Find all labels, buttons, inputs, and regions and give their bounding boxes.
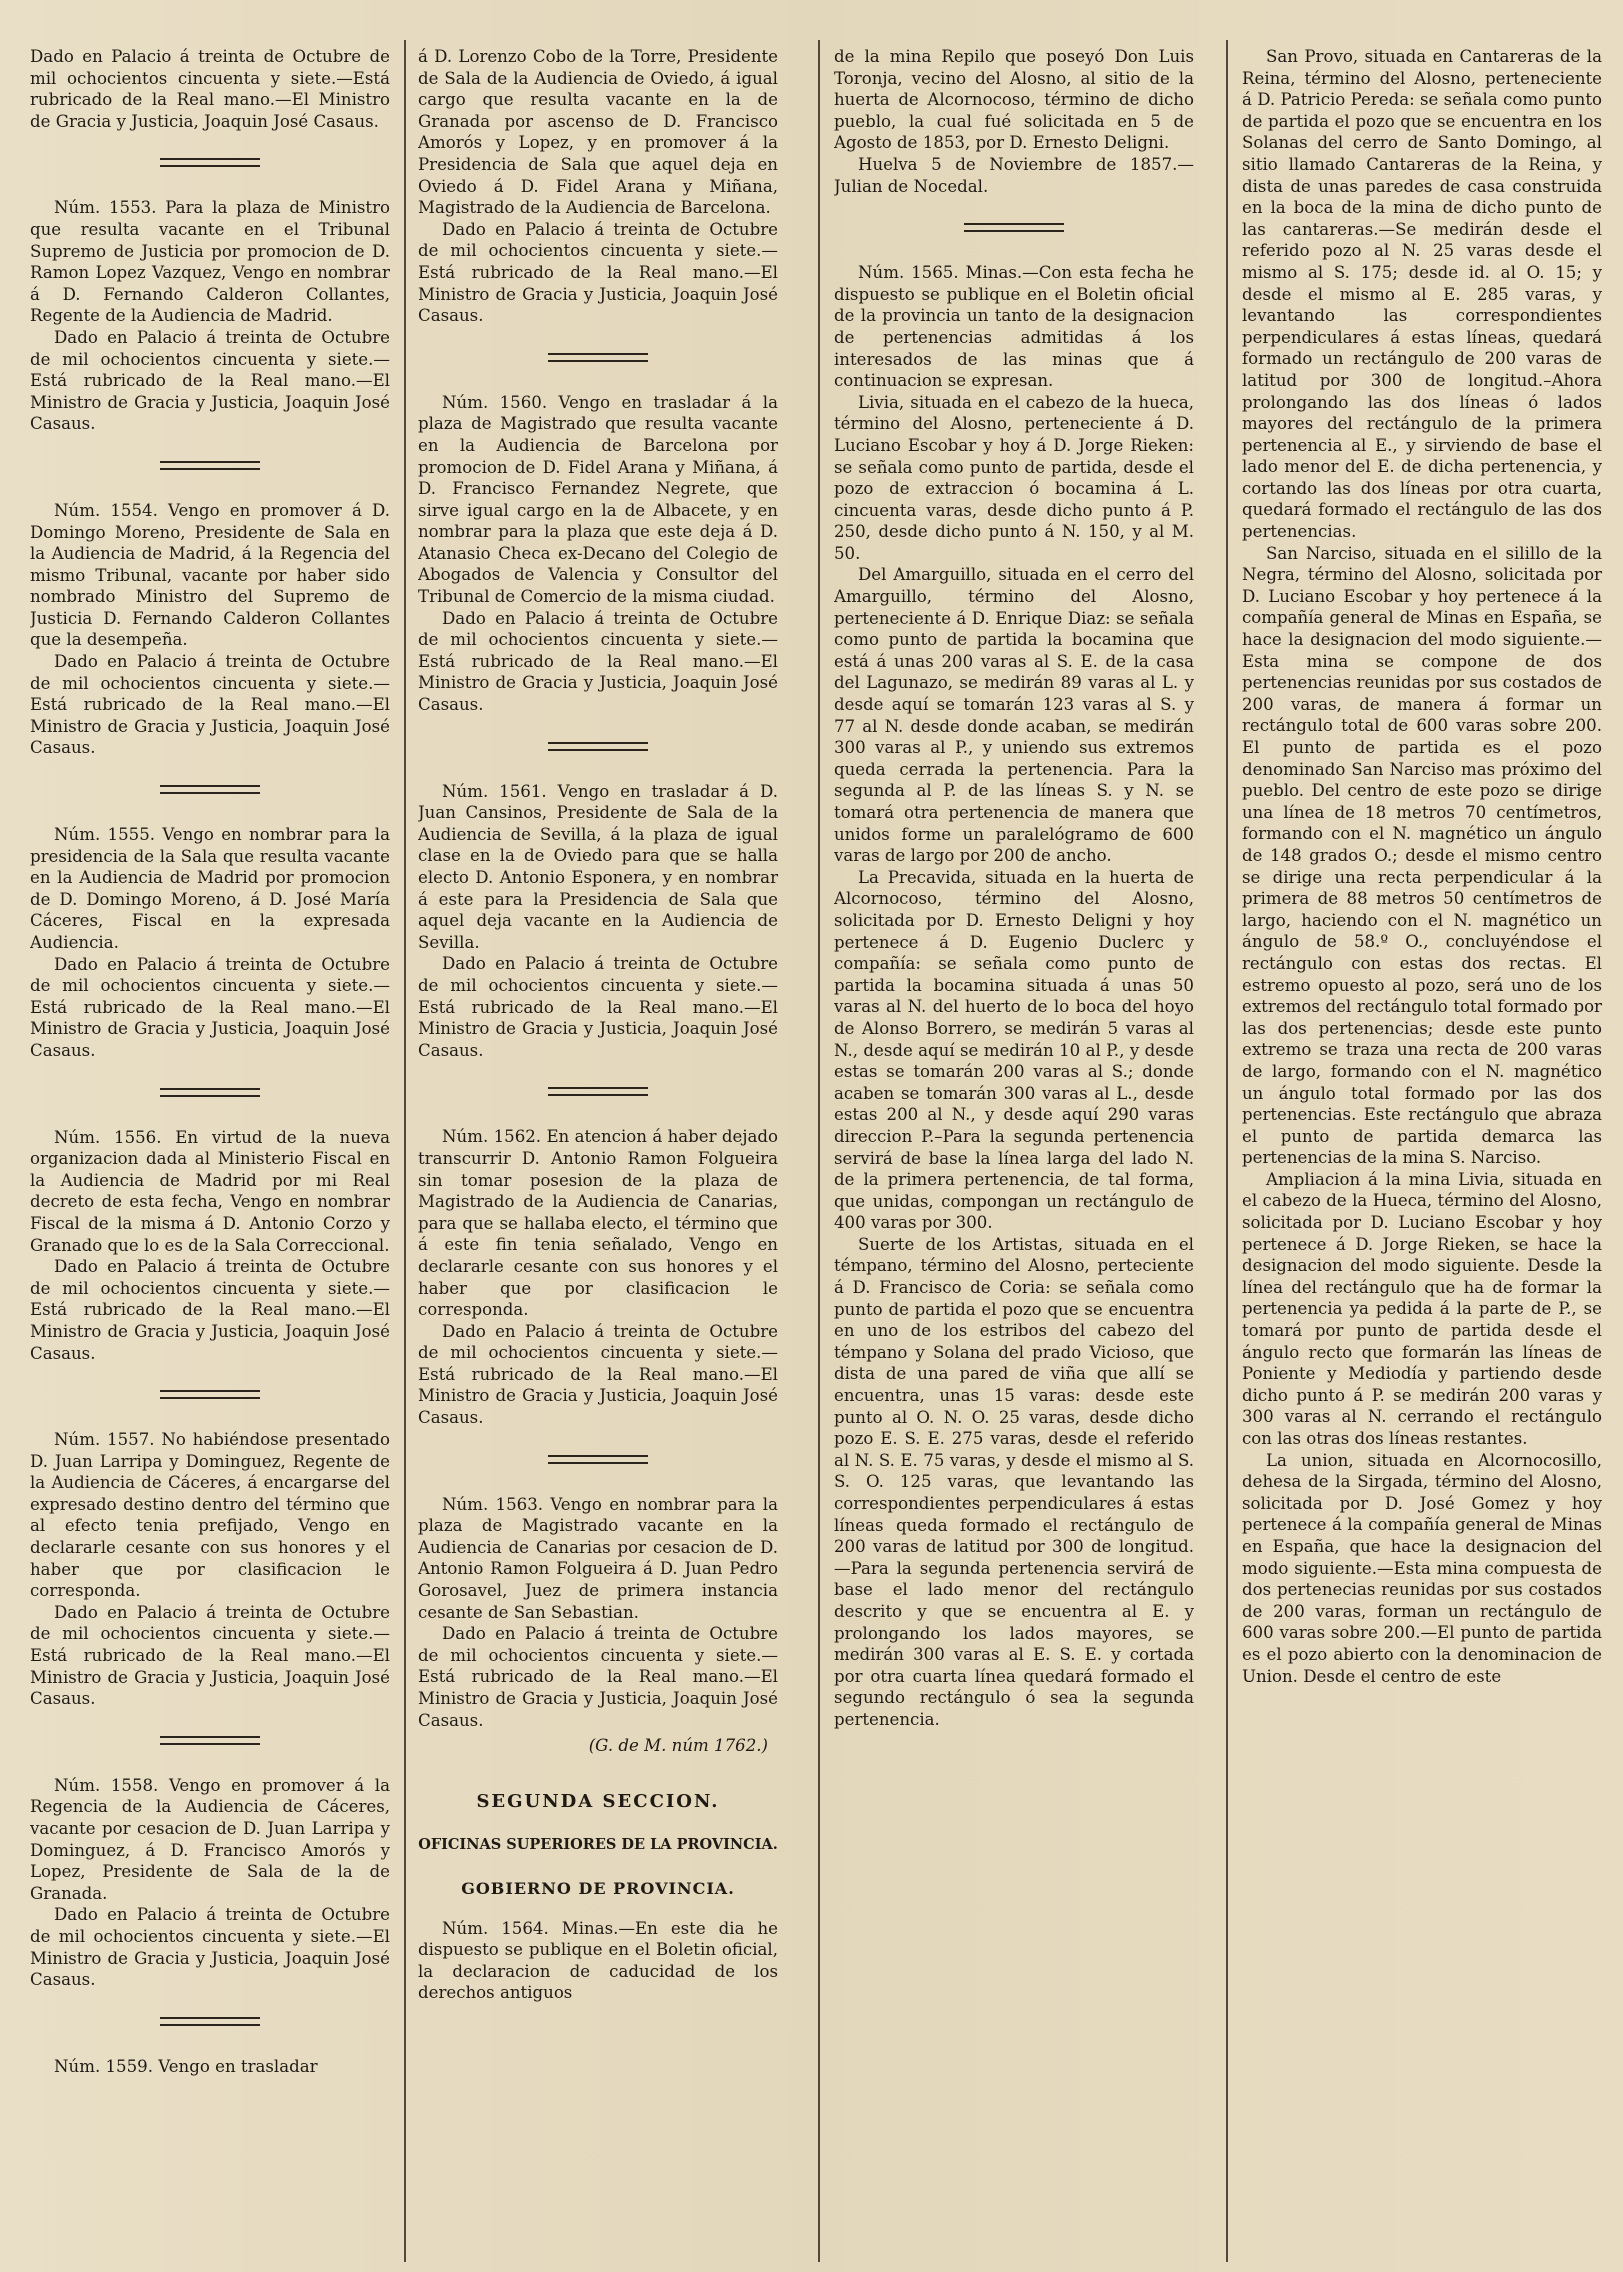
paragraph: San Provo, situada en Cantareras de la Reina, término del Alosno, perteneciente á D. Patricio Pereda: se señala como punto de partida el pozo que se encuentra en los Solanas del cerro de Santo Domingo, al sitio llamado Cantareras de la Reina, y dista de unas paredes de casa construida en la boca de la mina de dicho punto de las cantareras.—Se medirán desde el referido pozo al N. 25 varas desde el mismo al S. 175; desde id. al O. 15; y desde el mismo al E. 285 varas, y levantando las correspondientes perpendiculares á estas líneas, quedará formado un rectángulo de 200 varas de latitud por 300 de longitud.–Ahora prolongando las dos líneas ó lados mayores del rectángulo de la primera pertenencia al E., y sirviendo de base el lado menor del E. de dicha pertenencia, y cortando las dos líneas por otra cuarta, quedará formado el rectángulo de las dos pertenencias. (1242, 47, 1602, 542)
paragraph: La union, situada en Alcornocosillo, dehesa de la Sirgada, término del Alosno, solicitada por D. José Gomez y hoy pertenece á la compañía general de Minas en España, que hace la designacion del modo siguiente.—Esta mina compuesta de dos pertenecias reunidas por sus costados de 200 varas, forman un rectángulo de 600 varas sobre 200.—El punto de partida es el pozo abierto con la denominacion de Union. Desde el centro de este (1242, 1450, 1602, 1686)
paragraph: Dado en Palacio á treinta de Octubre de mil ochocientos cincuenta y siete.—Está rubricado de la Real mano.—El Ministro de Gracia y Justicia, Joaquin José Casaus. (30, 954, 390, 1060)
paragraph: Ampliacion á la mina Livia, situada en el cabezo de la Hueca, término del Alosno, solicitada por D. Luciano Escobar y hoy pertenece á D. Jorge Rieken, se hace la designacion del modo siguiente. Desde la línea del rectángulo que ha de formar la pertenencia ya pedida á la parte de P., se tomará por punto de partida desde el ángulo recto que formarán las líneas de Poniente y Mediodía y partiendo desde dicho punto á P. se medirán 200 varas y 300 varas al N. cerrando el rectángulo con las otras dos líneas restantes. (1242, 1169, 1602, 1448)
paragraph: Huelva 5 de Noviembre de 1857.—Julian de Nocedal. (834, 154, 1194, 196)
paragraph: Dado en Palacio á treinta de Octubre de mil ochocientos cincuenta y siete.—Está rubricado de la Real mano.—El Ministro de Gracia y Justicia, Joaquin José Casaus. (30, 1257, 390, 1363)
source-reference: (G. de M. núm 1762.) (588, 1736, 768, 1756)
section-heading: SEGUNDA SECCION. (476, 1790, 720, 1812)
paragraph: Núm. 1560. Vengo en trasladar á la plaza de Magistrado que resulta vacante en la Audiencia de Barcelona por promocion de D. Fidel Arana y Miñana, á D. Francisco Fernandez Negrete, que sirve igual cargo en la de Albacete, y en nombrar para la plaza que este deja á D. Atanasio Checa ex-Decano del Colegio de Abogados de Valencia y Consultor del Tribunal de Comercio de la misma ciudad. (418, 392, 778, 607)
paragraph: Núm. 1553. Para la plaza de Ministro que resulta vacante en el Tribunal Supremo de Justicia por promocion de D. Ramon Lopez Vazquez, Vengo en nombrar á D. Fernando Calderon Collantes, Regente de la Audiencia de Madrid. (30, 198, 390, 326)
column-rule (1226, 40, 1228, 2262)
text-column-3 (834, 46, 1194, 2252)
paragraph: Dado en Palacio á treinta de Octubre de mil ochocientos cincuenta y siete.—Está rubricado de la Real mano.—El Ministro de Gracia y Justicia, Joaquin José Casaus. (30, 47, 390, 131)
section-separator (548, 1455, 648, 1464)
text-column-1 (30, 46, 390, 2252)
column-rule (404, 40, 406, 2262)
section-subheading: OFICINAS SUPERIORES DE LA PROVINCIA. (418, 1836, 778, 1854)
paragraph: San Narciso, situada en el silillo de la Negra, término del Alosno, solicitada por D. Luciano Escobar y hoy pertenece á la compañía general de Minas en España, se hace la designacion del modo siguiente.—Esta mina se compone de dos pertenencias reunidas por sus costados de 200 varas, de manera á formar un rectángulo total de 600 varas sobre 200. El punto de partida es el pozo denominado San Narciso mas próximo del pueblo. Del centro de este pozo se dirige una línea de 18 metros 70 centímetros, formando con el N. magnético un ángulo de 148 grados O.; desde el mismo centro se dirige una recta perpendicular á la primera de 88 metros 50 centímetros de largo, haciendo con el N. magnético un ángulo de 58.º O., concluyéndose el rectángulo con estas dos rectas. El estremo opuesto al pozo, será uno de los extremos del rectángulo total formado por las dos pertenencias; desde este punto extremo se traza una recta de 200 varas de largo, formando con el N. magnético un ángulo total formado por las dos pertenencias. Este rectángulo que abraza el punto de partida demarca las pertenencias de la mina S. Narciso. (1242, 543, 1602, 1168)
section-separator (548, 742, 648, 751)
paragraph: Núm. 1563. Vengo en nombrar para la plaza de Magistrado vacante en la Audiencia de Canarias por cesacion de D. Antonio Ramon Folgueira á D. Juan Pedro Gorosavel, Juez de primera instancia cesante de San Sebastian. (418, 1494, 778, 1622)
section-separator (160, 785, 260, 794)
section-separator (160, 1736, 260, 1745)
section-separator (160, 158, 260, 167)
section-separator (160, 2017, 260, 2026)
paragraph: Suerte de los Artistas, situada en el témpano, término del Alosno, perteciente á D. Francisco de Coria: se señala como punto de partida el pozo que se encuentra en uno de los estribos del cabezo del témpano y Solana del prado Vicioso, que dista de una pared de viña que allí se encuentra, unas 15 varas: desde este punto al O. N. O. 25 varas, desde dicho pozo E. S. E. 275 varas, desde el referido al N. S. E. 75 varas, y desde el mismo al S. S. O. 125 varas, que levantando las correspondientes perpendiculares á estas líneas queda formado el rectángulo de 200 varas de latitud por 300 de longitud.—Para la segunda pertenencia servirá de base el lado menor del rectángulo descrito y que se encuentra al E. y prolongando los lados mayores, se medirán 300 varas al E. S. E. y cortada por otra cuarta línea quedará formado el segundo rectángulo ó sea la segunda pertenencia. (834, 1234, 1194, 1729)
paragraph: Núm. 1555. Vengo en nombrar para la presidencia de la Sala que resulta vacante en la Audiencia de Madrid por promocion de D. Domingo Moreno, á D. José María Cáceres, Fiscal en la expresada Audiencia. (30, 825, 390, 952)
section-separator (548, 1087, 648, 1096)
paragraph: Dado en Palacio á treinta de Octubre de mil ochocientos cincuenta y siete.—Está rubricado de la Real mano.—El Ministro de Gracia y Justicia, Joaquin José Casaus. (30, 327, 390, 434)
paragraph: Del Amarguillo, situada en el cerro del Amarguillo, término del Alosno, perteneciente á D. Enrique Diaz: se señala como punto de partida la bocamina que está á unas 200 varas al S. E. de la casa del Lagunazo, se medirán 89 varas al L. y desde aquí se tomarán 123 varas al S. y 77 al N. desde donde acaban, se medirán 300 varas al P., y uniendo sus extremos queda cerrada la pertenencia. Para la segunda al P. de las líneas S. y N. se tomará otra pertenencia de manera que unidos forme un paralelógramo de 600 varas de largo por 200 de ancho. (834, 565, 1194, 866)
paragraph: Núm. 1557. No habiéndose presentado D. Juan Larripa y Dominguez, Regente de la Audiencia de Cáceres, á encargarse del expresado destino dentro del término que al efecto tenia prefijado, Vengo en declararle cesante con sus honores y el haber que por clasificacion le corresponda. (30, 1430, 390, 1601)
paragraph: Núm. 1554. Vengo en promover á D. Domingo Moreno, Presidente de Sala en la Audiencia de Madrid, á la Regencia del mismo Tribunal, vacante por haber sido nombrado Ministro del Supremo de Justicia D. Fernando Calderon Collantes que la desempeña. (30, 500, 390, 650)
section-separator (160, 1390, 260, 1399)
section-separator (160, 461, 260, 470)
paragraph: Dado en Palacio á treinta de Octubre de mil ochocientos cincuenta y siete.—Está rubricado de la Real mano.—El Ministro de Gracia y Justicia, Joaquin José Casaus. (30, 652, 390, 758)
paragraph: La Precavida, situada en la huerta de Alcornocoso, término del Alosno, solicitada por D. Ernesto Deligni y hoy pertenece á D. Eugenio Duclerc y compañía: se señala como punto de partida la bocamina situada á unas 50 varas al N. del huerto de lo boca del hoyo de Alonso Borrero, se medirán 5 varas al N., desde aquí se medirán 10 al P., y desde estas se tomarán 200 varas al S.; donde acaben se tomarán 300 varas al L., desde estas 200 al N., y desde aquí 290 varas direccion P.–Para la segunda pertenencia servirá de base la línea larga del lado N. de la primera pertenencia, de tal forma, que unidas, compongan un rectángulo de 400 varas por 300. (834, 867, 1194, 1233)
office-heading: GOBIERNO DE PROVINCIA. (461, 1878, 735, 1898)
column-rule (818, 40, 820, 2262)
text-column-4 (1242, 46, 1602, 2252)
paragraph: Núm. 1561. Vengo en trasladar á D. Juan Cansinos, Presidente de Sala de la Audiencia de Sevilla, á la plaza de igual clase en la de Oviedo para que se halla electo D. Antonio Esponera, y en nombrar á este para la Presidencia de Sala que aquel deja vacante en la Audiencia de Sevilla. (418, 781, 778, 952)
paragraph: Livia, situada en el cabezo de la hueca, término del Alosno, perteneciente á D. Luciano Escobar y hoy á D. Jorge Rieken: se señala como punto de partida, desde el pozo de extraccion ó bocamina á L. cincuenta varas, desde dicho punto á P. 250, desde dicho punto á N. 150, y al M. 50. (834, 392, 1194, 563)
text-column-2 (418, 46, 778, 2252)
paragraph: Dado en Palacio á treinta de Octubre de mil ochocientos cincuenta y siete.—Está rubricado de la Real mano.—El Ministro de Gracia y Justicia, Joaquin José Casaus. (418, 1321, 778, 1428)
section-separator (548, 353, 648, 362)
paragraph: Núm. 1558. Vengo en promover á la Regencia de la Audiencia de Cáceres, vacante por cesacion de D. Juan Larripa y Dominguez, á D. Francisco Amorós y Lopez, Presidente de Sala de la de Granada. (30, 1775, 390, 1903)
paragraph: Núm. 1556. En virtud de la nueva organizacion dada al Ministerio Fiscal en la Audiencia de Madrid por mi Real decreto de esta fecha, Vengo en nombrar Fiscal de la misma á D. Antonio Corzo y Granado que lo es de la Sala Correccional. (30, 1127, 390, 1255)
paragraph: Dado en Palacio á treinta de Octubre de mil ochocientos cincuenta y siete.—Está rubricado de la Real mano.—El Ministro de Gracia y Justicia, Joaquin José Casaus. (418, 954, 778, 1060)
section-separator (964, 223, 1064, 232)
paragraph: Dado en Palacio á treinta de Octubre de mil ochocientos cincuenta y siete.—Está rubricado de la Real mano.—El Ministro de Gracia y Justicia, Joaquin José Casaus. (418, 608, 778, 715)
paragraph: Núm. 1565. Minas.—Con esta fecha he dispuesto se publique en el Boletin oficial de la provincia un tanto de la designacion de pertenencias admitidas á los interesados de las minas que á continuacion se expresan. (834, 263, 1194, 391)
paragraph: Dado en Palacio á treinta de Octubre de mil ochocientos cincuenta y siete.—El Ministro de Gracia y Justicia, Joaquin José Casaus. (30, 1905, 390, 1990)
paragraph: Dado en Palacio á treinta de Octubre de mil ochocientos cincuenta y siete.—Está rubricado de la Real mano.—El Ministro de Gracia y Justicia, Joaquin José Casaus. (418, 219, 778, 326)
paragraph: Dado en Palacio á treinta de Octubre de mil ochocientos cincuenta y siete.—Está rubricado de la Real mano.—El Ministro de Gracia y Justicia, Joaquin José Casaus. (30, 1602, 390, 1709)
paragraph: Núm. 1559. Vengo en trasladar (54, 2056, 318, 2076)
paragraph: Núm. 1564. Minas.—En este dia he dispuesto se publique en el Boletin oficial, la declaracion de caducidad de los derechos antiguos (418, 1918, 778, 2003)
paragraph: de la mina Repilo que poseyó Don Luis Toronja, vecino del Alosno, al sitio de la huerta de Alcornocoso, término de dicho pueblo, la cual fué solicitada en 5 de Agosto de 1853, por D. Ernesto Deligni. (834, 47, 1194, 153)
paragraph: Núm. 1562. En atencion á haber dejado transcurrir D. Antonio Ramon Folgueira sin tomar posesion de la plaza de Magistrado de la Audiencia de Canarias, para que se hallaba electo, el término que á este fin tenia señalado, Vengo en declararle cesante con sus honores y el haber que por clasificacion le corresponda. (418, 1127, 778, 1320)
paragraph: á D. Lorenzo Cobo de la Torre, Presidente de Sala de la Audiencia de Oviedo, á igual cargo que resulta vacante en la de Granada por ascenso de D. Francisco Amorós y Lopez, y en promover á la Presidencia de Sala que aquel deja en Oviedo á D. Fidel Arana y Miñana, Magistrado de la Audiencia de Barcelona. (418, 47, 778, 218)
paragraph: Dado en Palacio á treinta de Octubre de mil ochocientos cincuenta y siete.—Está rubricado de la Real mano.—El Ministro de Gracia y Justicia, Joaquin José Casaus. (418, 1624, 778, 1730)
section-separator (160, 1088, 260, 1097)
